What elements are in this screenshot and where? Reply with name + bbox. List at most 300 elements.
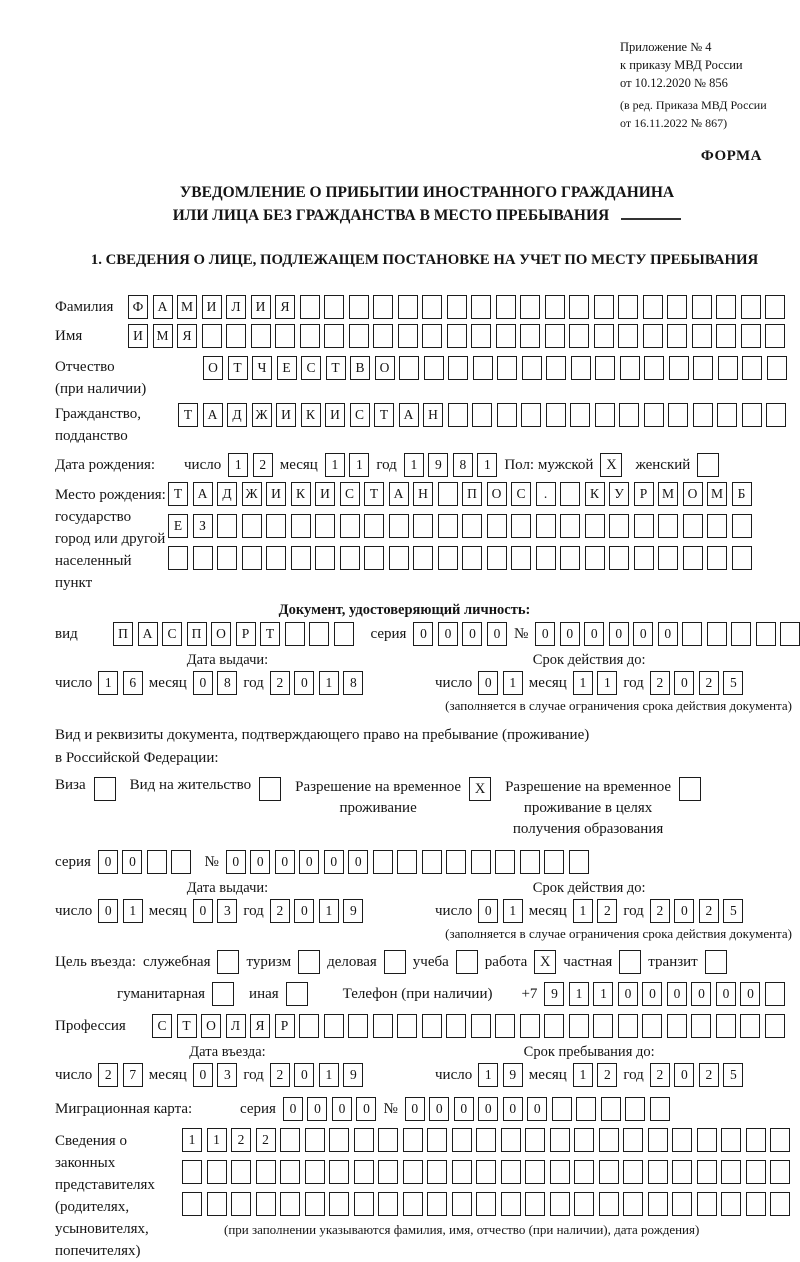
- char-cell[interactable]: И: [315, 482, 335, 506]
- char-cell[interactable]: [550, 1128, 570, 1152]
- char-cell[interactable]: 0: [98, 850, 118, 874]
- char-cell[interactable]: [691, 1014, 711, 1038]
- char-cell[interactable]: И: [276, 403, 296, 427]
- char-cell[interactable]: 0: [283, 1097, 303, 1121]
- char-cell[interactable]: С: [152, 1014, 172, 1038]
- char-cell[interactable]: 1: [573, 1063, 593, 1087]
- char-cell[interactable]: [373, 850, 393, 874]
- char-cell[interactable]: 0: [609, 622, 629, 646]
- char-cell[interactable]: [721, 1192, 741, 1216]
- char-cell[interactable]: [601, 1097, 621, 1121]
- char-cell[interactable]: [756, 622, 776, 646]
- char-cell[interactable]: [471, 324, 491, 348]
- entry-month-cells[interactable]: [193, 1063, 238, 1087]
- char-cell[interactable]: [207, 1192, 227, 1216]
- char-cell[interactable]: 1: [477, 453, 497, 477]
- char-cell[interactable]: [275, 324, 295, 348]
- char-cell[interactable]: [536, 514, 556, 538]
- char-cell[interactable]: [648, 1160, 668, 1184]
- char-cell[interactable]: К: [585, 482, 605, 506]
- entry-day-cells[interactable]: [98, 1063, 143, 1087]
- char-cell[interactable]: 9: [503, 1063, 523, 1087]
- char-cell[interactable]: [354, 1128, 374, 1152]
- char-cell[interactable]: 0: [478, 1097, 498, 1121]
- char-cell[interactable]: 1: [573, 671, 593, 695]
- char-cell[interactable]: [462, 514, 482, 538]
- char-cell[interactable]: [595, 356, 615, 380]
- char-cell[interactable]: Т: [326, 356, 346, 380]
- char-cell[interactable]: [422, 1014, 442, 1038]
- char-cell[interactable]: 2: [650, 671, 670, 695]
- char-cell[interactable]: [324, 1014, 344, 1038]
- purpose-official-checkbox[interactable]: [217, 950, 239, 974]
- purpose-work-checkbox[interactable]: X: [534, 950, 556, 974]
- char-cell[interactable]: [348, 1014, 368, 1038]
- char-cell[interactable]: [427, 1192, 447, 1216]
- char-cell[interactable]: [707, 514, 727, 538]
- char-cell[interactable]: З: [193, 514, 213, 538]
- char-cell[interactable]: К: [291, 482, 311, 506]
- doc-seriya-cells[interactable]: [413, 622, 507, 646]
- char-cell[interactable]: [280, 1160, 300, 1184]
- char-cell[interactable]: [497, 403, 517, 427]
- char-cell[interactable]: 2: [699, 899, 719, 923]
- char-cell[interactable]: С: [511, 482, 531, 506]
- purpose-tourism-checkbox[interactable]: [298, 950, 320, 974]
- char-cell[interactable]: Р: [275, 1014, 295, 1038]
- char-cell[interactable]: И: [128, 324, 148, 348]
- char-cell[interactable]: Р: [236, 622, 256, 646]
- identity-valid-year-cells[interactable]: [650, 671, 744, 695]
- char-cell[interactable]: [389, 546, 409, 570]
- char-cell[interactable]: [291, 514, 311, 538]
- char-cell[interactable]: .: [536, 482, 556, 506]
- char-cell[interactable]: 0: [535, 622, 555, 646]
- char-cell[interactable]: 2: [597, 899, 617, 923]
- residence-issue-year-cells[interactable]: [270, 899, 364, 923]
- char-cell[interactable]: О: [203, 356, 223, 380]
- char-cell[interactable]: Ж: [252, 403, 272, 427]
- char-cell[interactable]: [594, 324, 614, 348]
- char-cell[interactable]: 1: [319, 1063, 339, 1087]
- char-cell[interactable]: [364, 514, 384, 538]
- char-cell[interactable]: [742, 356, 762, 380]
- char-cell[interactable]: Д: [217, 482, 237, 506]
- char-cell[interactable]: [202, 324, 222, 348]
- char-cell[interactable]: 0: [356, 1097, 376, 1121]
- char-cell[interactable]: 0: [674, 1063, 694, 1087]
- char-cell[interactable]: [329, 1160, 349, 1184]
- char-cell[interactable]: [546, 403, 566, 427]
- char-cell[interactable]: [354, 1160, 374, 1184]
- char-cell[interactable]: А: [138, 622, 158, 646]
- char-cell[interactable]: [389, 514, 409, 538]
- char-cell[interactable]: [473, 356, 493, 380]
- char-cell[interactable]: 0: [294, 1063, 314, 1087]
- char-cell[interactable]: [623, 1192, 643, 1216]
- char-cell[interactable]: [765, 324, 785, 348]
- char-cell[interactable]: 0: [674, 671, 694, 695]
- purpose-other-checkbox[interactable]: [286, 982, 308, 1006]
- char-cell[interactable]: 0: [478, 671, 498, 695]
- char-cell[interactable]: Я: [275, 295, 295, 319]
- char-cell[interactable]: [305, 1128, 325, 1152]
- char-cell[interactable]: 1: [325, 453, 345, 477]
- char-cell[interactable]: [182, 1160, 202, 1184]
- char-cell[interactable]: Я: [250, 1014, 270, 1038]
- char-cell[interactable]: [746, 1160, 766, 1184]
- char-cell[interactable]: П: [187, 622, 207, 646]
- char-cell[interactable]: [397, 1014, 417, 1038]
- char-cell[interactable]: [742, 403, 762, 427]
- char-cell[interactable]: [452, 1160, 472, 1184]
- char-cell[interactable]: 2: [270, 899, 290, 923]
- char-cell[interactable]: 8: [453, 453, 473, 477]
- char-cell[interactable]: [280, 1192, 300, 1216]
- purpose-study-checkbox[interactable]: [456, 950, 478, 974]
- char-cell[interactable]: 0: [429, 1097, 449, 1121]
- char-cell[interactable]: [716, 1014, 736, 1038]
- char-cell[interactable]: Д: [227, 403, 247, 427]
- char-cell[interactable]: [315, 546, 335, 570]
- char-cell[interactable]: Р: [634, 482, 654, 506]
- char-cell[interactable]: [697, 1192, 717, 1216]
- char-cell[interactable]: 2: [650, 1063, 670, 1087]
- char-cell[interactable]: [576, 1097, 596, 1121]
- char-cell[interactable]: [569, 850, 589, 874]
- char-cell[interactable]: [447, 324, 467, 348]
- char-cell[interactable]: [618, 324, 638, 348]
- char-cell[interactable]: [266, 514, 286, 538]
- char-cell[interactable]: [672, 1192, 692, 1216]
- char-cell[interactable]: [487, 514, 507, 538]
- char-cell[interactable]: [364, 546, 384, 570]
- char-cell[interactable]: 1: [573, 899, 593, 923]
- char-cell[interactable]: [721, 1160, 741, 1184]
- char-cell[interactable]: Ж: [242, 482, 262, 506]
- char-cell[interactable]: [168, 546, 188, 570]
- citizenship-cells[interactable]: [178, 403, 786, 427]
- char-cell[interactable]: [545, 295, 565, 319]
- char-cell[interactable]: 0: [250, 850, 270, 874]
- char-cell[interactable]: 2: [256, 1128, 276, 1152]
- char-cell[interactable]: [520, 324, 540, 348]
- char-cell[interactable]: [544, 1014, 564, 1038]
- char-cell[interactable]: [226, 324, 246, 348]
- char-cell[interactable]: [438, 546, 458, 570]
- char-cell[interactable]: 0: [674, 899, 694, 923]
- char-cell[interactable]: 0: [527, 1097, 547, 1121]
- char-cell[interactable]: [770, 1160, 790, 1184]
- char-cell[interactable]: [446, 1014, 466, 1038]
- char-cell[interactable]: 0: [478, 899, 498, 923]
- char-cell[interactable]: [609, 514, 629, 538]
- char-cell[interactable]: 0: [438, 622, 458, 646]
- char-cell[interactable]: [422, 850, 442, 874]
- residence-issue-day-cells[interactable]: [98, 899, 143, 923]
- purpose-humanitarian-checkbox[interactable]: [212, 982, 234, 1006]
- char-cell[interactable]: [217, 514, 237, 538]
- char-cell[interactable]: [693, 403, 713, 427]
- char-cell[interactable]: [520, 1014, 540, 1038]
- char-cell[interactable]: В: [350, 356, 370, 380]
- char-cell[interactable]: [305, 1192, 325, 1216]
- char-cell[interactable]: [669, 356, 689, 380]
- char-cell[interactable]: [552, 1097, 572, 1121]
- residence-issue-month-cells[interactable]: [193, 899, 238, 923]
- char-cell[interactable]: 1: [228, 453, 248, 477]
- char-cell[interactable]: [448, 403, 468, 427]
- char-cell[interactable]: [398, 324, 418, 348]
- char-cell[interactable]: [299, 1014, 319, 1038]
- char-cell[interactable]: [242, 514, 262, 538]
- char-cell[interactable]: [251, 324, 271, 348]
- char-cell[interactable]: 0: [584, 622, 604, 646]
- char-cell[interactable]: 0: [642, 982, 662, 1006]
- char-cell[interactable]: [623, 1160, 643, 1184]
- char-cell[interactable]: [697, 1128, 717, 1152]
- char-cell[interactable]: [599, 1160, 619, 1184]
- char-cell[interactable]: 1: [98, 671, 118, 695]
- char-cell[interactable]: О: [375, 356, 395, 380]
- char-cell[interactable]: [476, 1192, 496, 1216]
- char-cell[interactable]: [476, 1128, 496, 1152]
- char-cell[interactable]: [496, 324, 516, 348]
- char-cell[interactable]: А: [203, 403, 223, 427]
- char-cell[interactable]: [683, 514, 703, 538]
- char-cell[interactable]: [717, 403, 737, 427]
- char-cell[interactable]: [193, 546, 213, 570]
- char-cell[interactable]: [692, 295, 712, 319]
- char-cell[interactable]: 2: [253, 453, 273, 477]
- char-cell[interactable]: 0: [658, 622, 678, 646]
- char-cell[interactable]: [574, 1160, 594, 1184]
- char-cell[interactable]: М: [658, 482, 678, 506]
- char-cell[interactable]: Ч: [252, 356, 272, 380]
- char-cell[interactable]: [585, 546, 605, 570]
- char-cell[interactable]: 0: [667, 982, 687, 1006]
- visa-checkbox[interactable]: [94, 777, 116, 801]
- doc-number-cells[interactable]: [535, 622, 800, 646]
- char-cell[interactable]: [501, 1128, 521, 1152]
- char-cell[interactable]: Т: [260, 622, 280, 646]
- char-cell[interactable]: К: [301, 403, 321, 427]
- char-cell[interactable]: 0: [324, 850, 344, 874]
- char-cell[interactable]: [462, 546, 482, 570]
- char-cell[interactable]: [618, 295, 638, 319]
- char-cell[interactable]: А: [153, 295, 173, 319]
- phone-cells[interactable]: [544, 982, 785, 1006]
- char-cell[interactable]: [399, 356, 419, 380]
- char-cell[interactable]: [446, 850, 466, 874]
- char-cell[interactable]: [496, 295, 516, 319]
- char-cell[interactable]: [424, 356, 444, 380]
- char-cell[interactable]: 0: [618, 982, 638, 1006]
- birth-day-cells[interactable]: [228, 453, 273, 477]
- char-cell[interactable]: [334, 622, 354, 646]
- char-cell[interactable]: [585, 514, 605, 538]
- char-cell[interactable]: [560, 482, 580, 506]
- char-cell[interactable]: [682, 622, 702, 646]
- char-cell[interactable]: [767, 356, 787, 380]
- purpose-private-checkbox[interactable]: [619, 950, 641, 974]
- char-cell[interactable]: [495, 850, 515, 874]
- char-cell[interactable]: [643, 295, 663, 319]
- char-cell[interactable]: П: [462, 482, 482, 506]
- char-cell[interactable]: 5: [723, 671, 743, 695]
- char-cell[interactable]: 1: [349, 453, 369, 477]
- char-cell[interactable]: [741, 295, 761, 319]
- char-cell[interactable]: [618, 1014, 638, 1038]
- birth-year-cells[interactable]: [404, 453, 498, 477]
- char-cell[interactable]: 9: [428, 453, 448, 477]
- char-cell[interactable]: [716, 324, 736, 348]
- char-cell[interactable]: 0: [307, 1097, 327, 1121]
- birth-place-cells-row1[interactable]: [168, 482, 752, 506]
- char-cell[interactable]: [569, 295, 589, 319]
- char-cell[interactable]: [571, 356, 591, 380]
- char-cell[interactable]: О: [487, 482, 507, 506]
- char-cell[interactable]: [413, 546, 433, 570]
- char-cell[interactable]: [707, 546, 727, 570]
- char-cell[interactable]: 1: [404, 453, 424, 477]
- char-cell[interactable]: [716, 295, 736, 319]
- char-cell[interactable]: [522, 356, 542, 380]
- char-cell[interactable]: 1: [319, 671, 339, 695]
- char-cell[interactable]: [427, 1160, 447, 1184]
- surname-cells[interactable]: [128, 295, 785, 319]
- char-cell[interactable]: [340, 546, 360, 570]
- char-cell[interactable]: 0: [740, 982, 760, 1006]
- char-cell[interactable]: [285, 622, 305, 646]
- char-cell[interactable]: [373, 1014, 393, 1038]
- char-cell[interactable]: [378, 1160, 398, 1184]
- char-cell[interactable]: [471, 295, 491, 319]
- char-cell[interactable]: Т: [364, 482, 384, 506]
- char-cell[interactable]: О: [683, 482, 703, 506]
- char-cell[interactable]: [599, 1128, 619, 1152]
- stay-day-cells[interactable]: [478, 1063, 523, 1087]
- char-cell[interactable]: [305, 1160, 325, 1184]
- char-cell[interactable]: [378, 1128, 398, 1152]
- char-cell[interactable]: Б: [732, 482, 752, 506]
- char-cell[interactable]: 2: [270, 671, 290, 695]
- char-cell[interactable]: 0: [332, 1097, 352, 1121]
- char-cell[interactable]: [427, 1128, 447, 1152]
- sex-male-checkbox[interactable]: X: [600, 453, 622, 477]
- char-cell[interactable]: [217, 546, 237, 570]
- char-cell[interactable]: [546, 356, 566, 380]
- char-cell[interactable]: [397, 850, 417, 874]
- char-cell[interactable]: С: [301, 356, 321, 380]
- profession-cells[interactable]: [152, 1014, 785, 1038]
- char-cell[interactable]: [741, 324, 761, 348]
- char-cell[interactable]: [520, 850, 540, 874]
- char-cell[interactable]: [550, 1192, 570, 1216]
- char-cell[interactable]: М: [153, 324, 173, 348]
- char-cell[interactable]: [300, 324, 320, 348]
- char-cell[interactable]: 1: [182, 1128, 202, 1152]
- char-cell[interactable]: [707, 622, 727, 646]
- char-cell[interactable]: [256, 1160, 276, 1184]
- char-cell[interactable]: И: [325, 403, 345, 427]
- char-cell[interactable]: [373, 295, 393, 319]
- char-cell[interactable]: [650, 1097, 670, 1121]
- char-cell[interactable]: Е: [168, 514, 188, 538]
- char-cell[interactable]: С: [350, 403, 370, 427]
- char-cell[interactable]: [340, 514, 360, 538]
- char-cell[interactable]: [623, 1128, 643, 1152]
- char-cell[interactable]: 1: [503, 899, 523, 923]
- char-cell[interactable]: [373, 324, 393, 348]
- char-cell[interactable]: [447, 295, 467, 319]
- char-cell[interactable]: [594, 295, 614, 319]
- char-cell[interactable]: [242, 546, 262, 570]
- char-cell[interactable]: Т: [178, 403, 198, 427]
- char-cell[interactable]: 0: [454, 1097, 474, 1121]
- char-cell[interactable]: [620, 356, 640, 380]
- char-cell[interactable]: [300, 295, 320, 319]
- char-cell[interactable]: [171, 850, 191, 874]
- char-cell[interactable]: 9: [343, 899, 363, 923]
- char-cell[interactable]: [658, 514, 678, 538]
- char-cell[interactable]: [422, 324, 442, 348]
- char-cell[interactable]: 0: [122, 850, 142, 874]
- char-cell[interactable]: 0: [275, 850, 295, 874]
- char-cell[interactable]: 0: [462, 622, 482, 646]
- char-cell[interactable]: [471, 1014, 491, 1038]
- char-cell[interactable]: 0: [348, 850, 368, 874]
- char-cell[interactable]: [574, 1192, 594, 1216]
- char-cell[interactable]: 0: [691, 982, 711, 1006]
- char-cell[interactable]: [521, 403, 541, 427]
- char-cell[interactable]: 1: [593, 982, 613, 1006]
- char-cell[interactable]: О: [201, 1014, 221, 1038]
- char-cell[interactable]: [740, 1014, 760, 1038]
- char-cell[interactable]: 2: [699, 671, 719, 695]
- char-cell[interactable]: [309, 622, 329, 646]
- char-cell[interactable]: [765, 295, 785, 319]
- char-cell[interactable]: 0: [633, 622, 653, 646]
- char-cell[interactable]: [693, 356, 713, 380]
- char-cell[interactable]: 1: [123, 899, 143, 923]
- char-cell[interactable]: 0: [560, 622, 580, 646]
- char-cell[interactable]: П: [113, 622, 133, 646]
- char-cell[interactable]: [569, 1014, 589, 1038]
- char-cell[interactable]: [770, 1128, 790, 1152]
- char-cell[interactable]: 1: [597, 671, 617, 695]
- representatives-cells-row3[interactable]: [182, 1192, 790, 1216]
- representatives-cells-row1[interactable]: [182, 1128, 790, 1152]
- identity-valid-month-cells[interactable]: [573, 671, 618, 695]
- char-cell[interactable]: 0: [413, 622, 433, 646]
- char-cell[interactable]: [574, 1128, 594, 1152]
- char-cell[interactable]: [746, 1128, 766, 1152]
- char-cell[interactable]: [266, 546, 286, 570]
- char-cell[interactable]: [766, 403, 786, 427]
- migration-seriya-cells[interactable]: [283, 1097, 377, 1121]
- residence-permit-checkbox[interactable]: [259, 777, 281, 801]
- char-cell[interactable]: [634, 514, 654, 538]
- char-cell[interactable]: [403, 1192, 423, 1216]
- char-cell[interactable]: [732, 514, 752, 538]
- char-cell[interactable]: [324, 295, 344, 319]
- char-cell[interactable]: [495, 1014, 515, 1038]
- char-cell[interactable]: 0: [193, 899, 213, 923]
- char-cell[interactable]: [452, 1192, 472, 1216]
- stay-year-cells[interactable]: [650, 1063, 744, 1087]
- char-cell[interactable]: [672, 1128, 692, 1152]
